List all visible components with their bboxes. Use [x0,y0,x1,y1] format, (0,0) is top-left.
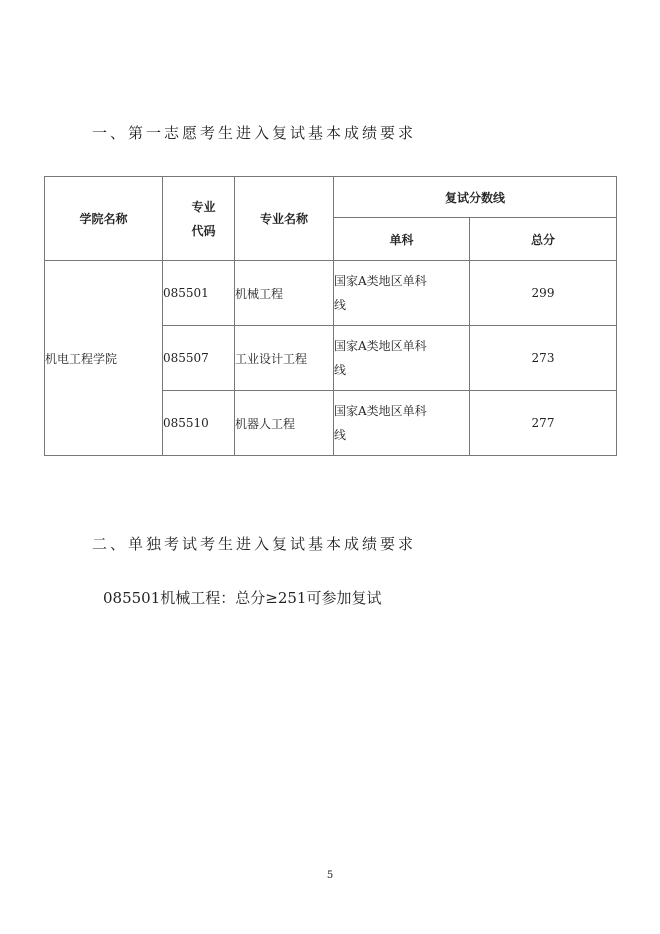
code-cell: 085501 [163,261,235,326]
section-2-heading: 二、单独考试考生进入复试基本成绩要求 [92,535,417,553]
single-line-text-2: 线 [334,363,347,377]
header-code-line2: 代码 [191,223,216,238]
code-cell: 085507 [163,326,235,391]
table-row [45,261,617,326]
major-cell: 机械工程 [235,261,334,326]
single-line-cell [334,261,470,326]
college-cell: 机电工程学院 [45,261,163,456]
major-cell: 工业设计工程 [235,326,334,391]
single-line-text-1: 国家A类地区单科 [334,339,427,353]
code-cell: 085510 [163,391,235,456]
header-score-line: 复试分数线 [334,177,617,218]
page-number: 5 [326,870,334,881]
header-single: 单科 [334,218,470,261]
header-total: 总分 [470,218,617,261]
header-college: 学院名称 [45,177,163,261]
single-line-text-2: 线 [334,298,347,312]
total-cell: 277 [470,391,617,456]
header-major: 专业名称 [235,177,334,261]
single-line-cell [334,391,470,456]
single-line-text-2: 线 [334,428,347,442]
header-code [163,177,235,261]
major-cell: 机器人工程 [235,391,334,456]
total-cell: 299 [470,261,617,326]
header-code-line1: 专业 [191,199,216,214]
total-cell: 273 [470,326,617,391]
score-table [44,176,617,456]
section-2-text: 085501机械工程：总分≥251可参加复试 [103,589,382,607]
single-line-text-1: 国家A类地区单科 [334,404,427,418]
section-1-heading: 一、第一志愿考生进入复试基本成绩要求 [92,124,417,142]
single-line-text-1: 国家A类地区单科 [334,274,427,288]
single-line-cell [334,326,470,391]
table-header-row-1 [45,177,617,218]
